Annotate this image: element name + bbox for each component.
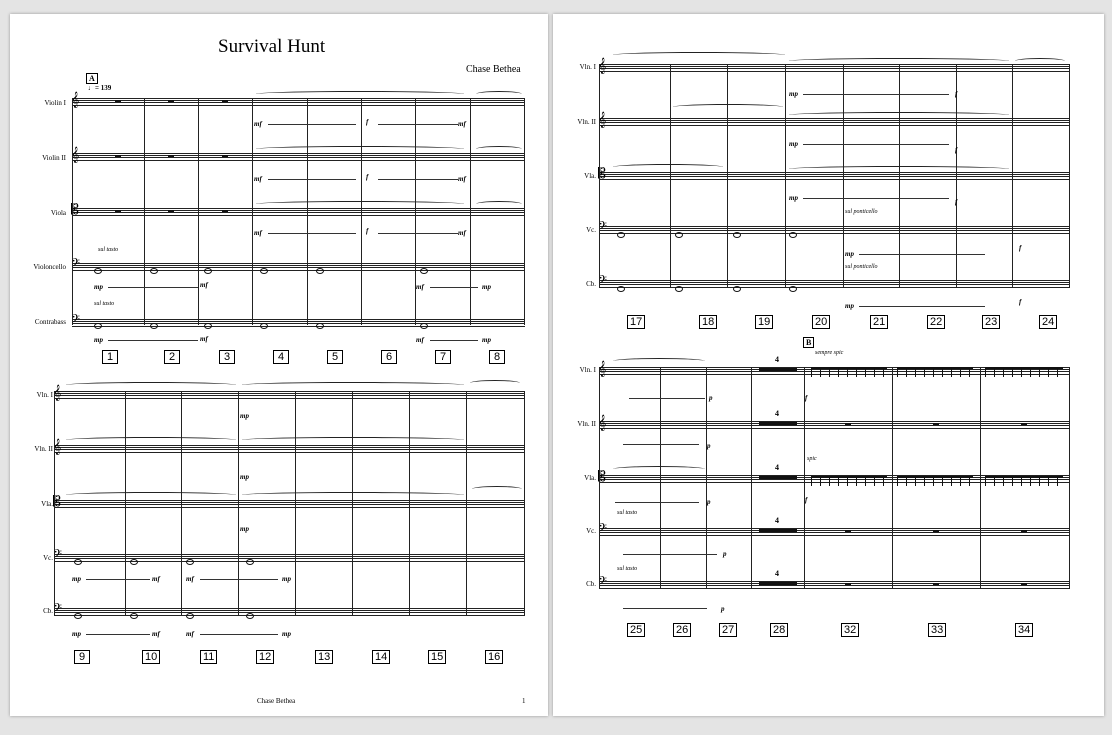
decrescendo-hairpin xyxy=(378,233,458,234)
barline xyxy=(198,98,199,325)
measure-number: 19 xyxy=(755,315,773,329)
decrescendo-hairpin xyxy=(378,179,458,180)
whole-note xyxy=(420,323,428,329)
barline xyxy=(238,391,239,615)
bass-clef-icon: 𝄢 xyxy=(53,549,63,564)
spiccato-eighth-notes xyxy=(985,476,1063,486)
staff-s1-viola xyxy=(72,208,525,216)
treble-clef-icon: 𝄞 xyxy=(598,113,607,128)
bass-clef-icon: 𝄢 xyxy=(598,221,608,236)
whole-note xyxy=(130,613,138,619)
instrument-label-vc: Vc. xyxy=(43,554,53,562)
tie-arc xyxy=(789,112,1009,118)
crescendo-hairpin xyxy=(859,306,985,307)
whole-note xyxy=(150,323,158,329)
dynamic-f: f xyxy=(955,90,958,98)
measure-number: 15 xyxy=(428,650,446,664)
dynamic-mp: mp xyxy=(482,283,491,291)
dynamic-mp: mp xyxy=(789,90,798,98)
dynamic-f: f xyxy=(1019,298,1022,306)
dynamic-mp: mp xyxy=(845,250,854,258)
barline xyxy=(125,391,126,615)
whole-rest xyxy=(168,155,174,157)
dynamic-mf: mf xyxy=(416,283,424,291)
crescendo-hairpin xyxy=(268,179,356,180)
dynamic-mf: mf xyxy=(458,120,466,128)
dynamic-mf: mf xyxy=(416,336,424,344)
rehearsal-mark-a: A xyxy=(86,73,98,84)
multi-measure-rest xyxy=(759,582,797,585)
barline xyxy=(599,64,600,287)
composer-name: Chase Bethea xyxy=(466,64,521,75)
crescendo-hairpin xyxy=(268,124,356,125)
staff-s1-violoncello xyxy=(72,263,525,271)
dynamic-mf: mf xyxy=(254,229,262,237)
barline xyxy=(307,98,308,325)
whole-note xyxy=(316,268,324,274)
expression-sul-tasto: sul tasto xyxy=(98,247,119,253)
staff-s2-vln-2 xyxy=(599,421,1070,429)
instrument-label-vc: Vc. xyxy=(586,226,596,234)
treble-clef-icon: 𝄞 xyxy=(71,148,80,163)
score-page-1 xyxy=(10,14,548,716)
crescendo-hairpin xyxy=(108,287,198,288)
tie-arc xyxy=(476,201,522,207)
barline xyxy=(524,98,525,325)
dynamic-mp: mp xyxy=(789,140,798,148)
measure-number: 4 xyxy=(273,350,289,364)
decrescendo-hairpin xyxy=(200,579,278,580)
measure-number: 3 xyxy=(219,350,235,364)
dynamic-p: p xyxy=(721,605,725,613)
whole-note xyxy=(94,323,102,329)
whole-note xyxy=(246,559,254,565)
barline xyxy=(524,391,525,615)
measure-number: 18 xyxy=(699,315,717,329)
bass-clef-icon: 𝄢 xyxy=(71,258,81,273)
whole-note xyxy=(675,232,683,238)
instrument-label-vln-1: Vln. I xyxy=(36,391,53,399)
measure-number: 21 xyxy=(870,315,888,329)
barline xyxy=(252,98,253,325)
barline xyxy=(409,391,410,615)
dynamic-mp: mp xyxy=(240,525,249,533)
instrument-label-viola: Viola xyxy=(50,209,66,217)
treble-clef-icon: 𝄞 xyxy=(598,59,607,74)
tempo-marking: ♩= 139 xyxy=(88,84,112,92)
whole-rest xyxy=(115,100,121,102)
whole-note xyxy=(150,268,158,274)
measure-number: 26 xyxy=(673,623,691,637)
multi-measure-rest xyxy=(759,368,797,371)
decrescendo-hairpin xyxy=(615,502,699,503)
dynamic-mf: mf xyxy=(458,229,466,237)
staff-s1-violin-1 xyxy=(72,98,525,106)
instrument-label-vln-1: Vln. I xyxy=(579,366,596,374)
measure-number: 9 xyxy=(74,650,90,664)
tie-arc xyxy=(476,91,522,97)
barline xyxy=(361,98,362,325)
tie-arc xyxy=(242,492,464,498)
crescendo-hairpin xyxy=(268,233,356,234)
bass-clef-icon: 𝄢 xyxy=(598,576,608,591)
crescendo-hairpin xyxy=(108,340,198,341)
tie-arc xyxy=(613,466,705,472)
measure-number: 13 xyxy=(315,650,333,664)
treble-clef-icon: 𝄞 xyxy=(71,93,80,108)
instrument-label-vln-1: Vln. I xyxy=(579,63,596,71)
dynamic-f: f xyxy=(366,118,369,126)
expression-sul-tasto: sul tasto xyxy=(617,510,638,516)
barline xyxy=(727,64,728,287)
dynamic-mf: mf xyxy=(152,575,160,583)
whole-rest xyxy=(168,100,174,102)
expression-sul-ponticello: sul ponticello xyxy=(845,264,878,270)
crescendo-hairpin xyxy=(86,579,150,580)
staff-s1-violin-2 xyxy=(72,153,525,161)
dynamic-f: f xyxy=(1019,244,1022,252)
measure-number: 32 xyxy=(841,623,859,637)
spiccato-eighth-notes xyxy=(811,367,887,377)
barline xyxy=(843,64,844,287)
barline xyxy=(785,64,786,287)
dynamic-p: p xyxy=(707,442,711,450)
multi-rest-count: 4 xyxy=(775,569,779,578)
score-page-2 xyxy=(553,14,1104,716)
barline xyxy=(144,98,145,325)
whole-rest xyxy=(222,155,228,157)
barline xyxy=(1012,64,1013,287)
decrescendo-hairpin xyxy=(623,554,717,555)
tie-arc xyxy=(789,166,1009,172)
barline xyxy=(980,367,981,588)
score-title: Survival Hunt xyxy=(218,36,326,57)
instrument-label-vln-2: Vln. II xyxy=(577,118,596,126)
whole-note xyxy=(316,323,324,329)
measure-number: 12 xyxy=(256,650,274,664)
tie-arc xyxy=(66,492,236,498)
dynamic-mp: mp xyxy=(282,630,291,638)
whole-note xyxy=(260,268,268,274)
tie-arc xyxy=(256,146,464,152)
whole-note xyxy=(260,323,268,329)
instrument-label-violin-1: Violin I xyxy=(44,99,66,107)
tie-arc xyxy=(472,486,522,492)
barline xyxy=(352,391,353,615)
spiccato-eighth-notes xyxy=(897,367,973,377)
spiccato-eighth-notes xyxy=(897,476,973,486)
dynamic-f: f xyxy=(366,227,369,235)
staff-s2-vc xyxy=(599,528,1070,536)
dynamic-mp: mp xyxy=(789,194,798,202)
dynamic-mp: mp xyxy=(72,575,81,583)
multi-rest-count: 4 xyxy=(775,516,779,525)
measure-number: 7 xyxy=(435,350,451,364)
dynamic-mp: mp xyxy=(845,302,854,310)
whole-note xyxy=(733,232,741,238)
measure-number: 1 xyxy=(102,350,118,364)
instrument-label-vln-2: Vln. II xyxy=(577,420,596,428)
multi-rest-count: 4 xyxy=(775,355,779,364)
measure-number: 24 xyxy=(1039,315,1057,329)
instrument-label-cb: Cb. xyxy=(43,607,53,615)
whole-note xyxy=(204,268,212,274)
whole-rest xyxy=(222,100,228,102)
spiccato-eighth-notes xyxy=(811,476,887,486)
barline xyxy=(54,391,55,615)
measure-number: 17 xyxy=(627,315,645,329)
measure-number: 23 xyxy=(982,315,1000,329)
multi-measure-rest xyxy=(759,422,797,425)
multi-measure-rest xyxy=(759,529,797,532)
measure-number: 6 xyxy=(381,350,397,364)
tie-arc xyxy=(242,437,464,443)
dynamic-mp: mp xyxy=(72,630,81,638)
measure-number: 2 xyxy=(164,350,180,364)
whole-note xyxy=(204,323,212,329)
dynamic-mp: mp xyxy=(282,575,291,583)
dynamic-mp: mp xyxy=(240,473,249,481)
whole-rest xyxy=(845,530,851,532)
dynamic-f: f xyxy=(955,146,958,154)
dynamic-f: f xyxy=(805,496,808,504)
instrument-label-vln-2: Vln. II xyxy=(34,445,53,453)
measure-number: 33 xyxy=(928,623,946,637)
measure-number: 27 xyxy=(719,623,737,637)
tie-arc xyxy=(476,146,522,152)
multi-rest-count: 4 xyxy=(775,463,779,472)
dynamic-mp: mp xyxy=(240,412,249,420)
rehearsal-mark-b: B xyxy=(803,337,814,348)
crescendo-hairpin xyxy=(803,198,949,199)
bass-clef-icon: 𝄢 xyxy=(598,523,608,538)
whole-rest xyxy=(168,210,174,212)
dynamic-mf: mf xyxy=(186,575,194,583)
barline xyxy=(670,64,671,287)
measure-number: 25 xyxy=(627,623,645,637)
tie-arc xyxy=(470,380,520,386)
dynamic-p: p xyxy=(723,550,727,558)
barline xyxy=(295,391,296,615)
expression-spic: spic xyxy=(807,456,817,462)
barline xyxy=(892,367,893,588)
whole-note xyxy=(617,232,625,238)
expression-sul-ponticello: sul ponticello xyxy=(845,209,878,215)
barline xyxy=(1069,64,1070,287)
whole-note xyxy=(130,559,138,565)
expression-sul-tasto: sul tasto xyxy=(617,566,638,572)
instrument-label-vc: Vc. xyxy=(586,527,596,535)
dynamic-mf: mf xyxy=(152,630,160,638)
whole-note xyxy=(617,286,625,292)
bass-clef-icon: 𝄢 xyxy=(598,275,608,290)
treble-clef-icon: 𝄞 xyxy=(598,416,607,431)
whole-note xyxy=(246,613,254,619)
whole-rest xyxy=(933,530,939,532)
instrument-label-vla: Vla. xyxy=(584,474,596,482)
dynamic-mp: mp xyxy=(94,336,103,344)
crescendo-hairpin xyxy=(859,254,985,255)
whole-rest xyxy=(933,423,939,425)
whole-rest xyxy=(1021,530,1027,532)
tie-arc xyxy=(256,91,464,97)
tie-arc xyxy=(66,437,236,443)
whole-note xyxy=(733,286,741,292)
decrescendo-hairpin xyxy=(430,340,478,341)
whole-note xyxy=(789,286,797,292)
measure-number: 11 xyxy=(200,650,217,664)
decrescendo-hairpin xyxy=(623,444,699,445)
measure-number: 28 xyxy=(770,623,788,637)
decrescendo-hairpin xyxy=(629,398,705,399)
dynamic-mf: mf xyxy=(200,335,208,343)
spiccato-eighth-notes xyxy=(985,367,1063,377)
dynamic-mf: mf xyxy=(458,175,466,183)
whole-note xyxy=(74,559,82,565)
crescendo-hairpin xyxy=(86,634,150,635)
tie-arc xyxy=(613,164,723,170)
dynamic-mf: mf xyxy=(254,175,262,183)
whole-rest xyxy=(933,583,939,585)
dynamic-p: p xyxy=(707,498,711,506)
dynamic-mf: mf xyxy=(254,120,262,128)
bass-clef-icon: 𝄢 xyxy=(71,314,81,329)
decrescendo-hairpin xyxy=(200,634,278,635)
dynamic-mp: mp xyxy=(482,336,491,344)
multi-measure-rest xyxy=(759,476,797,479)
treble-clef-icon: 𝄞 xyxy=(53,386,62,401)
whole-note xyxy=(789,232,797,238)
barline xyxy=(751,367,752,588)
whole-rest xyxy=(845,423,851,425)
barline xyxy=(470,98,471,325)
whole-rest xyxy=(1021,583,1027,585)
alto-clef-icon: 𝄡 xyxy=(53,495,61,510)
crescendo-hairpin xyxy=(803,94,949,95)
instrument-label-contrabass: Contrabass xyxy=(34,318,66,326)
instrument-label-violin-2: Violin II xyxy=(42,154,66,162)
whole-rest xyxy=(115,210,121,212)
tie-arc xyxy=(613,358,705,364)
bass-clef-icon: 𝄢 xyxy=(53,603,63,618)
measure-number: 10 xyxy=(142,650,160,664)
multi-rest-count: 4 xyxy=(775,409,779,418)
whole-rest xyxy=(1021,423,1027,425)
dynamic-mf: mf xyxy=(186,630,194,638)
measure-number: 8 xyxy=(489,350,505,364)
tie-arc xyxy=(673,104,783,110)
alto-clef-icon: 𝄡 xyxy=(598,470,606,485)
instrument-label-violoncello: Violoncello xyxy=(33,263,66,271)
whole-note xyxy=(675,286,683,292)
tie-arc xyxy=(613,52,785,58)
measure-number: 16 xyxy=(485,650,503,664)
tie-arc xyxy=(242,382,464,388)
expression-sempre-spic: sempre spic xyxy=(815,350,844,356)
page-number: 1 xyxy=(522,697,526,705)
measure-number: 20 xyxy=(812,315,830,329)
treble-clef-icon: 𝄞 xyxy=(53,440,62,455)
decrescendo-hairpin xyxy=(623,608,707,609)
measure-number: 34 xyxy=(1015,623,1033,637)
alto-clef-icon: 𝄡 xyxy=(598,167,606,182)
treble-clef-icon: 𝄞 xyxy=(598,362,607,377)
whole-note xyxy=(186,613,194,619)
dynamic-mf: mf xyxy=(200,281,208,289)
whole-rest xyxy=(845,583,851,585)
barline xyxy=(1069,367,1070,588)
whole-note xyxy=(420,268,428,274)
tie-arc xyxy=(1015,58,1065,64)
crescendo-hairpin xyxy=(803,144,949,145)
dynamic-mp: mp xyxy=(94,283,103,291)
barline xyxy=(466,391,467,615)
dynamic-f: f xyxy=(955,198,958,206)
footer-composer: Chase Bethea xyxy=(257,697,296,705)
staff-s2-cb xyxy=(599,581,1070,589)
measure-number: 14 xyxy=(372,650,390,664)
barline xyxy=(72,98,73,325)
whole-note xyxy=(74,613,82,619)
whole-rest xyxy=(222,210,228,212)
instrument-label-vla: Vla. xyxy=(584,172,596,180)
tie-arc xyxy=(256,201,464,207)
instrument-label-cb: Cb. xyxy=(586,580,596,588)
whole-rest xyxy=(115,155,121,157)
decrescendo-hairpin xyxy=(378,124,458,125)
dynamic-f: f xyxy=(366,173,369,181)
staff-s1-contrabass xyxy=(72,319,525,327)
decrescendo-hairpin xyxy=(430,287,478,288)
expression-sul-tasto: sul tasto xyxy=(94,301,115,307)
whole-note xyxy=(186,559,194,565)
dynamic-p: p xyxy=(709,394,713,402)
tie-arc xyxy=(789,58,1009,64)
alto-clef-icon: 𝄡 xyxy=(71,203,79,218)
barline xyxy=(599,367,600,588)
barline xyxy=(181,391,182,615)
tie-arc xyxy=(66,382,236,388)
measure-number: 22 xyxy=(927,315,945,329)
dynamic-f: f xyxy=(805,394,808,402)
instrument-label-vla: Vla. xyxy=(41,500,53,508)
instrument-label-cb: Cb. xyxy=(586,280,596,288)
whole-note xyxy=(94,268,102,274)
measure-number: 5 xyxy=(327,350,343,364)
